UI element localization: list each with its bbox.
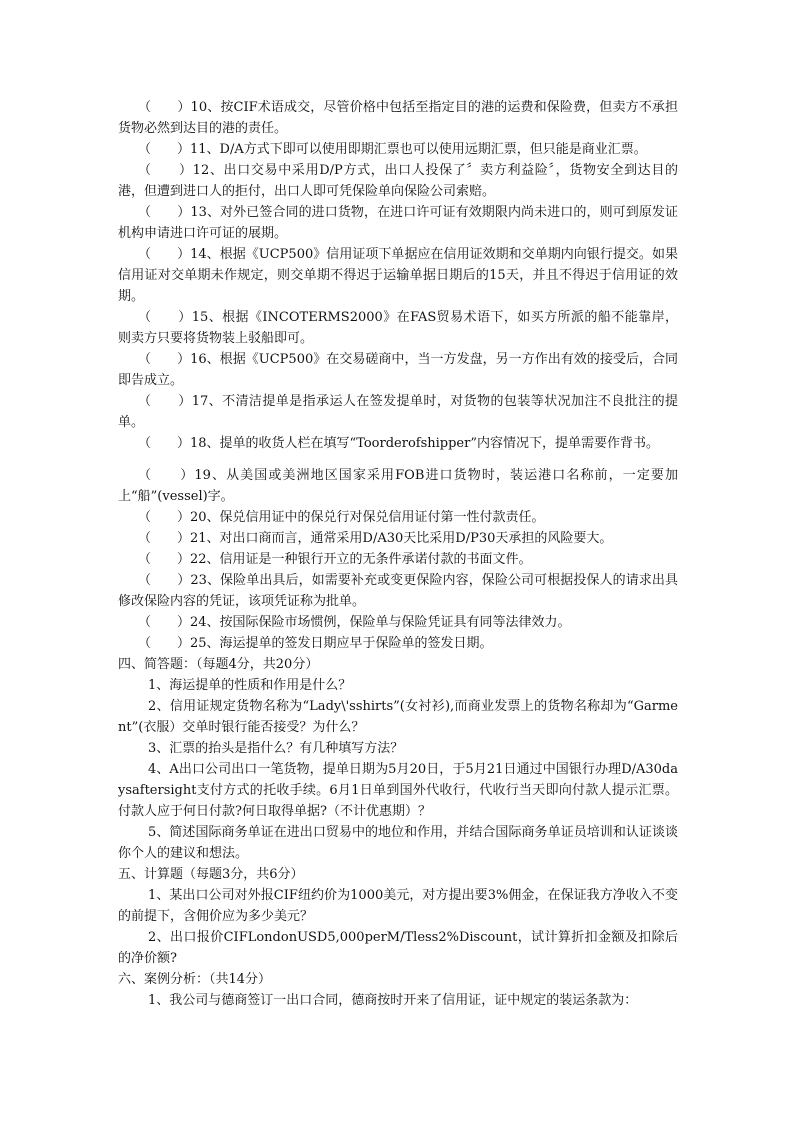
section-4-question-1: 1、海运提单的性质和作用是什么？ (148, 678, 352, 693)
judgment-item-23: （ ）23、保险单出具后，如需要补充或变更保险内容，保险公司可根据投保人的请求出具修改保险内容的凭证，该项凭证称为批单。 (118, 573, 678, 609)
judgment-item-20: （ ）20、保兑信用证中的保兑行对保兑信用证付第一性付款责任。 (138, 510, 545, 525)
judgment-item-10: （ ）10、按CIF术语成交，尽管价格中包括至指定目的港的运费和保险费，但卖方不承担货物必然到达目的港的责任。 (118, 100, 678, 136)
judgment-item-13: （ ）13、对外已签合同的进口货物，在进口许可证有效期限内尚未进口的，则可到原发证机构申请进口许可证的展期。 (118, 205, 678, 241)
judgment-item-21: （ ）21、对出口商而言，通常采用D/A30天比采用D/P30天承担的风险要大。 (138, 531, 613, 546)
judgment-item-15: （ ）15、根据《INCOTERMS2000》在FAS贸易术语下，如买方所派的船不能靠岸，则卖方只要将货物装上驳船即可。 (118, 310, 678, 346)
section-4-question-2: 2、信用证规定货物名称为“Lady\'sshirts”(女衬衫),而商业发票上的货物名称却为“Garment”(衣服）交单时银行能否接受？为什么？ (118, 699, 678, 735)
judgment-item-25: （ ）25、海运提单的签发日期应早于保险单的签发日期。 (138, 636, 493, 651)
section-4-question-4: 4、A出口公司出口一笔货物，提单日期为5月20日，于5月21日通过中国银行办理D/A30daysaftersight支付方式的托收手续。6月1日单到国外代收行，代收行当天即向付款人提示汇票。付款人应于何日付款?何日取得单据?（不计优惠期）？ (118, 762, 678, 819)
section-4-heading: 四、简答题：（每题4分，共20分） (118, 657, 319, 672)
section-4-question-5: 5、简述国际商务单证在进出口贸易中的地位和作用，并结合国际商务单证员培训和认证谈谈你个人的建议和想法。 (118, 825, 678, 861)
judgment-item-17: （ ）17、不清洁提单是指承运人在签发提单时，对货物的包装等状况加注不良批注的提单。 (118, 394, 678, 430)
judgment-item-12: （ ）12、出口交易中采用D/P方式，出口人投保了〞卖方利益险〞，货物安全到达目的港，但遭到进口人的拒付，出口人即可凭保险单向保险公司索赔。 (118, 163, 678, 199)
judgment-item-19: （ ）19、从美国或美洲地区国家采用FOB进口货物时，装运港口名称前，一定要加上“船”(vessel)字。 (118, 468, 678, 504)
judgment-item-11: （ ）11、D/A方式下即可以使用即期汇票也可以使用远期汇票，但只能是商业汇票。 (138, 142, 647, 157)
section-4-question-3: 3、汇票的抬头是指什么？有几种填写方法？ (148, 741, 404, 756)
section-5-heading: 五、计算题（每题3分，共6分） (118, 867, 304, 882)
section-6-case-1: 1、我公司与德商签订一出口合同，德商按时开来了信用证，证中规定的装运条款为： (148, 993, 638, 1008)
section-5-question-2: 2、出口报价CIFLondonUSD5,000perM/Tless2%Discount，试计算折扣金额及扣除后的净价额? (118, 930, 678, 966)
document-body (118, 97, 678, 1011)
judgment-item-18: （ ）18、提单的收货人栏在填写“Toorderofshipper”内容情况下，提单需要作背书。 (138, 436, 659, 451)
section-6-heading: 六、案例分析：（共14分） (118, 972, 272, 987)
section-5-question-1: 1、某出口公司对外报CIF纽约价为1000美元，对方提出要3%佣金，在保证我方净收入不变的前提下，含佣价应为多少美元？ (118, 888, 678, 924)
judgment-item-14: （ ）14、根据《UCP500》信用证项下单据应在信用证效期和交单期内向银行提交。如果信用证对交单期未作规定，则交单期不得迟于运输单据日期后的15天，并且不得迟于信用证的效期。 (118, 247, 678, 304)
judgment-item-22: （ ）22、信用证是一种银行开立的无条件承诺付款的书面文件。 (138, 552, 532, 567)
judgment-item-16: （ ）16、根据《UCP500》在交易磋商中，当一方发盘，另一方作出有效的接受后，合同即告成立。 (118, 352, 678, 388)
blank-line (118, 454, 678, 465)
judgment-item-24: （ ）24、按国际保险市场惯例，保险单与保险凭证具有同等法律效力。 (138, 615, 571, 630)
